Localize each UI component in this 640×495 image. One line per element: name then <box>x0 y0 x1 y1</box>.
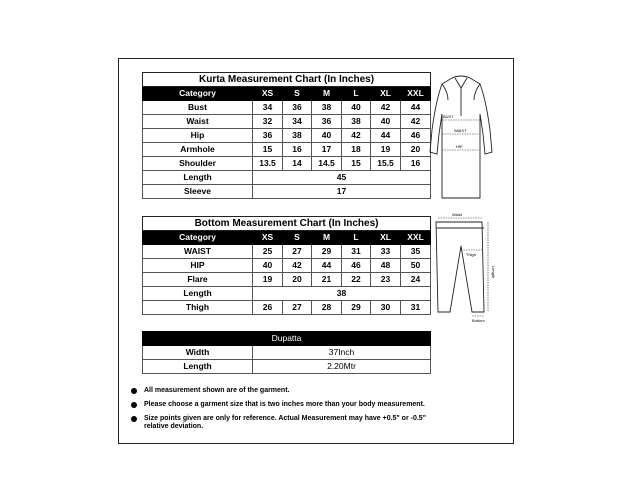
header-row <box>143 231 431 245</box>
note-text: Please choose a garment size that is two inches more than your body measurement. <box>144 401 425 408</box>
cell-value: 44 <box>312 259 342 273</box>
kurta-measurement-table <box>142 72 431 199</box>
cell-value: 38 <box>283 129 312 143</box>
row-label: HIP <box>143 259 253 273</box>
cell-value: 36 <box>312 115 342 129</box>
cell-value: 48 <box>371 259 401 273</box>
kurta-chart-title: Kurta Measurement Chart (In Inches) <box>143 73 431 87</box>
cell-value: M <box>312 231 342 245</box>
kurta-hip-label: HIP <box>456 144 463 149</box>
pants-illustration <box>428 212 494 326</box>
row-label: Length <box>143 360 253 374</box>
cell-value: 19 <box>371 143 401 157</box>
table-row <box>143 129 431 143</box>
row-label: Length <box>143 171 253 185</box>
cell-value: 14.5 <box>312 157 342 171</box>
table-row <box>143 185 431 199</box>
kurta-bust-label: BUST <box>443 114 454 119</box>
row-label: Category <box>143 231 253 245</box>
cell-value: XL <box>371 87 401 101</box>
cell-value: 27 <box>283 245 312 259</box>
cell-value: 31 <box>401 301 431 315</box>
table-row <box>143 287 431 301</box>
cell-value: XS <box>253 87 283 101</box>
cell-value: 19 <box>253 273 283 287</box>
cell-value: 16 <box>401 157 431 171</box>
cell-value: 25 <box>253 245 283 259</box>
row-label: Flare <box>143 273 253 287</box>
note-item <box>130 387 430 395</box>
cell-value: S <box>283 231 312 245</box>
cell-value: 15 <box>253 143 283 157</box>
table-row <box>143 259 431 273</box>
row-label: WAIST <box>143 245 253 259</box>
note-item <box>130 415 430 430</box>
note-text: All measurement shown are of the garment. <box>144 387 290 394</box>
cell-value: 28 <box>312 301 342 315</box>
row-label: Bust <box>143 101 253 115</box>
cell-value: 24 <box>401 273 431 287</box>
cell-value: 15.5 <box>371 157 401 171</box>
cell-value: 31 <box>342 245 371 259</box>
table-row <box>143 115 431 129</box>
table-row <box>143 301 431 315</box>
cell-value: 36 <box>253 129 283 143</box>
table-row <box>143 101 431 115</box>
cell-value: 33 <box>371 245 401 259</box>
cell-value: 46 <box>401 129 431 143</box>
cell-value: 22 <box>342 273 371 287</box>
row-label: Hip <box>143 129 253 143</box>
dupatta-table <box>142 331 431 374</box>
note-text: Size points given are only for reference. Actual Measurement may have +0.5" or -0.5" relative deviation. <box>144 415 427 430</box>
row-label: Armhole <box>143 143 253 157</box>
table-row <box>143 157 431 171</box>
cell-value: 23 <box>371 273 401 287</box>
table-row <box>143 360 431 374</box>
cell-value: 42 <box>283 259 312 273</box>
cell-value: 13.5 <box>253 157 283 171</box>
cell-value: 27 <box>283 301 312 315</box>
cell-value: XL <box>371 231 401 245</box>
cell-value: 29 <box>312 245 342 259</box>
cell-value: 38 <box>253 287 431 301</box>
cell-value: S <box>283 87 312 101</box>
row-label: Category <box>143 87 253 101</box>
cell-value: 50 <box>401 259 431 273</box>
note-item <box>130 401 430 409</box>
cell-value: 46 <box>342 259 371 273</box>
cell-value: 34 <box>253 101 283 115</box>
cell-value: 44 <box>371 129 401 143</box>
cell-value: 40 <box>312 129 342 143</box>
cell-value: 2.20Mtr <box>253 360 431 374</box>
row-label: Sleeve <box>143 185 253 199</box>
notes-list <box>130 387 430 431</box>
cell-value: 15 <box>342 157 371 171</box>
row-label: Length <box>143 287 253 301</box>
table-row <box>143 346 431 360</box>
bottom-measurement-table <box>142 216 431 315</box>
row-label: Thigh <box>143 301 253 315</box>
cell-value: 38 <box>312 101 342 115</box>
cell-value: 17 <box>253 185 431 199</box>
cell-value: L <box>342 231 371 245</box>
cell-value: 32 <box>253 115 283 129</box>
bullet-icon <box>131 402 137 408</box>
cell-value: L <box>342 87 371 101</box>
cell-value: 20 <box>283 273 312 287</box>
table-row <box>143 273 431 287</box>
cell-value: 35 <box>401 245 431 259</box>
cell-value: 17 <box>312 143 342 157</box>
table-row <box>143 171 431 185</box>
pants-bottom-label: Bottom <box>472 318 485 323</box>
cell-value: 42 <box>401 115 431 129</box>
cell-value: M <box>312 87 342 101</box>
cell-value: 42 <box>371 101 401 115</box>
cell-value: 14 <box>283 157 312 171</box>
kurta-waist-label: WAIST <box>454 128 467 133</box>
cell-value: 37Inch <box>253 346 431 360</box>
cell-value: XXL <box>401 231 431 245</box>
cell-value: 40 <box>253 259 283 273</box>
cell-value: 26 <box>253 301 283 315</box>
row-label: Width <box>143 346 253 360</box>
cell-value: 21 <box>312 273 342 287</box>
bullet-icon <box>131 388 137 394</box>
kurta-illustration <box>428 70 494 202</box>
bottom-chart-title: Bottom Measurement Chart (In Inches) <box>143 217 431 231</box>
cell-value: 20 <box>401 143 431 157</box>
row-label: Shoulder <box>143 157 253 171</box>
row-label: Waist <box>143 115 253 129</box>
cell-value: 29 <box>342 301 371 315</box>
cell-value: 34 <box>283 115 312 129</box>
pants-waist-label: Waist <box>452 212 462 217</box>
cell-value: 36 <box>283 101 312 115</box>
cell-value: 44 <box>401 101 431 115</box>
pants-thigh-label: Thigh <box>466 252 477 257</box>
cell-value: 16 <box>283 143 312 157</box>
cell-value: 42 <box>342 129 371 143</box>
cell-value: XXL <box>401 87 431 101</box>
cell-value: 45 <box>253 171 431 185</box>
cell-value: 30 <box>371 301 401 315</box>
cell-value: 40 <box>371 115 401 129</box>
cell-value: XS <box>253 231 283 245</box>
table-row <box>143 245 431 259</box>
cell-value: 18 <box>342 143 371 157</box>
dupatta-title: Dupatta <box>143 332 431 346</box>
cell-value: 38 <box>342 115 371 129</box>
header-row <box>143 87 431 101</box>
bullet-icon <box>131 416 137 422</box>
pants-length-label: Length <box>491 266 496 279</box>
cell-value: 40 <box>342 101 371 115</box>
table-row <box>143 143 431 157</box>
